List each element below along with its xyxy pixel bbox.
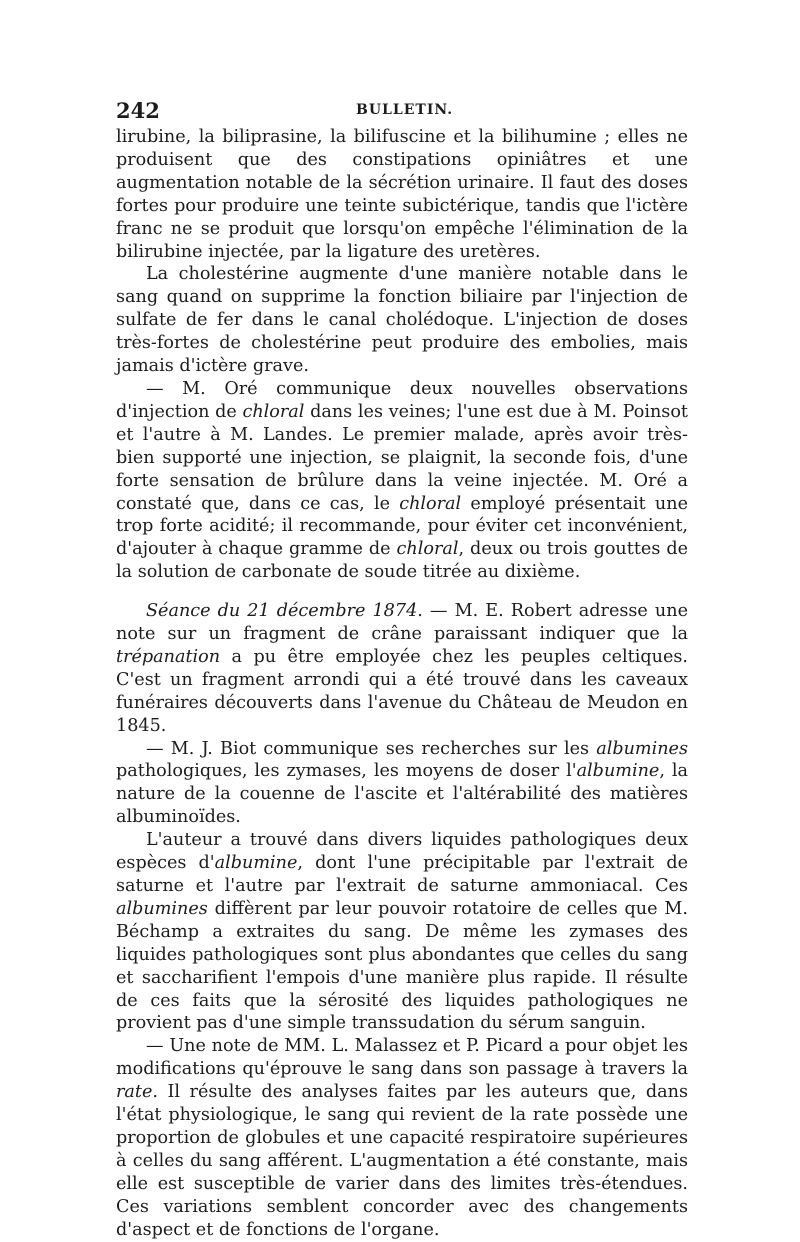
paragraph-7: — Une note de MM. L. Malassez et P. Picard a pour objet les modifications qu'éprouve le sang dans son passage à travers la rate. Il résulte des analyses faites par les auteurs que, dans l'état physiologique, le sang qui revient de la rate possède une proportion de globules et une capacité respiratoire supérieures à celles du sang afférent. L'augmentation a été constante, mais elle est susceptible de varier dans des limites très-étendues. Ces variations semblent concorder avec des changements d'aspect et de fonctions de l'organe.	[116, 1036, 688, 1240]
page-header	[116, 98, 686, 124]
paragraph-2: La cholestérine augmente d'une manière notable dans le sang quand on supprime la fonction biliaire par l'injection de sulfate de fer dans le canal cholédoque. L'injection de doses très-fortes de cholestérine peut produire des embolies, mais jamais d'ictère grave.	[116, 264, 688, 377]
paragraph-1: lirubine, la biliprasine, la bilifuscine et la bilihumine ; elles ne produisent que des constipations opiniâtres et une augmentation notable de la sécrétion urinaire. Il faut des doses fortes pour produire une teinte subictérique, tandis que l'ictère franc ne se produit que lorsqu'on empêche l'élimination de la bilirubine injectée, par la ligature des uretères.	[116, 127, 688, 262]
paragraph-6: L'auteur a trouvé dans divers liquides pathologiques deux espèces d'albumine, dont l'une précipitable par l'extrait de saturne et l'autre par l'extrait de saturne ammoniacal. Ces albumines diffèrent par leur pouvoir rotatoire de celles que M. Béchamp a extraites du sang. De même les zymases des liquides pathologiques sont plus abondantes que celles du sang et saccharifient l'empois d'une manière plus rapide. Il résulte de ces faits que la sérosité des liquides pathologiques ne provient pas d'une simple transsudation du sérum sanguin.	[116, 830, 689, 1034]
running-title: BULLETIN.	[356, 102, 454, 118]
page-number: 242	[116, 98, 160, 123]
paragraph-3: — M. Oré communique deux nouvelles observations d'injection de chloral dans les veines; l'une est due à M. Poinsot et l'autre à M. Landes. Le premier malade, après avoir très-bien supporté une injection, se plaignit, la seconde fois, d'une forte sensation de brûlure dans la veine injectée. M. Oré a constaté que, dans ce cas, le chloral employé présentait une trop forte acidité; il recommande, pour éviter cet inconvénient, d'ajouter à chaque gramme de chloral, deux ou trois gouttes de la solution de carbonate de soude titrée au dixième.	[116, 378, 688, 583]
paragraph-5: — M. J. Biot communique ses recherches sur les albumines pathologiques, les zymases, les moyens de doser l'albumine, la nature de la couenne de l'ascite et l'altérabilité des matières albuminoïdes.	[116, 738, 688, 828]
paragraph-4: Séance du 21 décembre 1874. — M. E. Robert adresse une note sur un fragment de crâne paraissant indiquer que la trépanation a pu être employée chez les peuples celtiques. C'est un fragment arrondi qui a été trouvé dans les caveaux funéraires découverts dans l'avenue du Château de Meudon en 1845.	[116, 601, 688, 736]
page-body	[116, 126, 688, 1242]
